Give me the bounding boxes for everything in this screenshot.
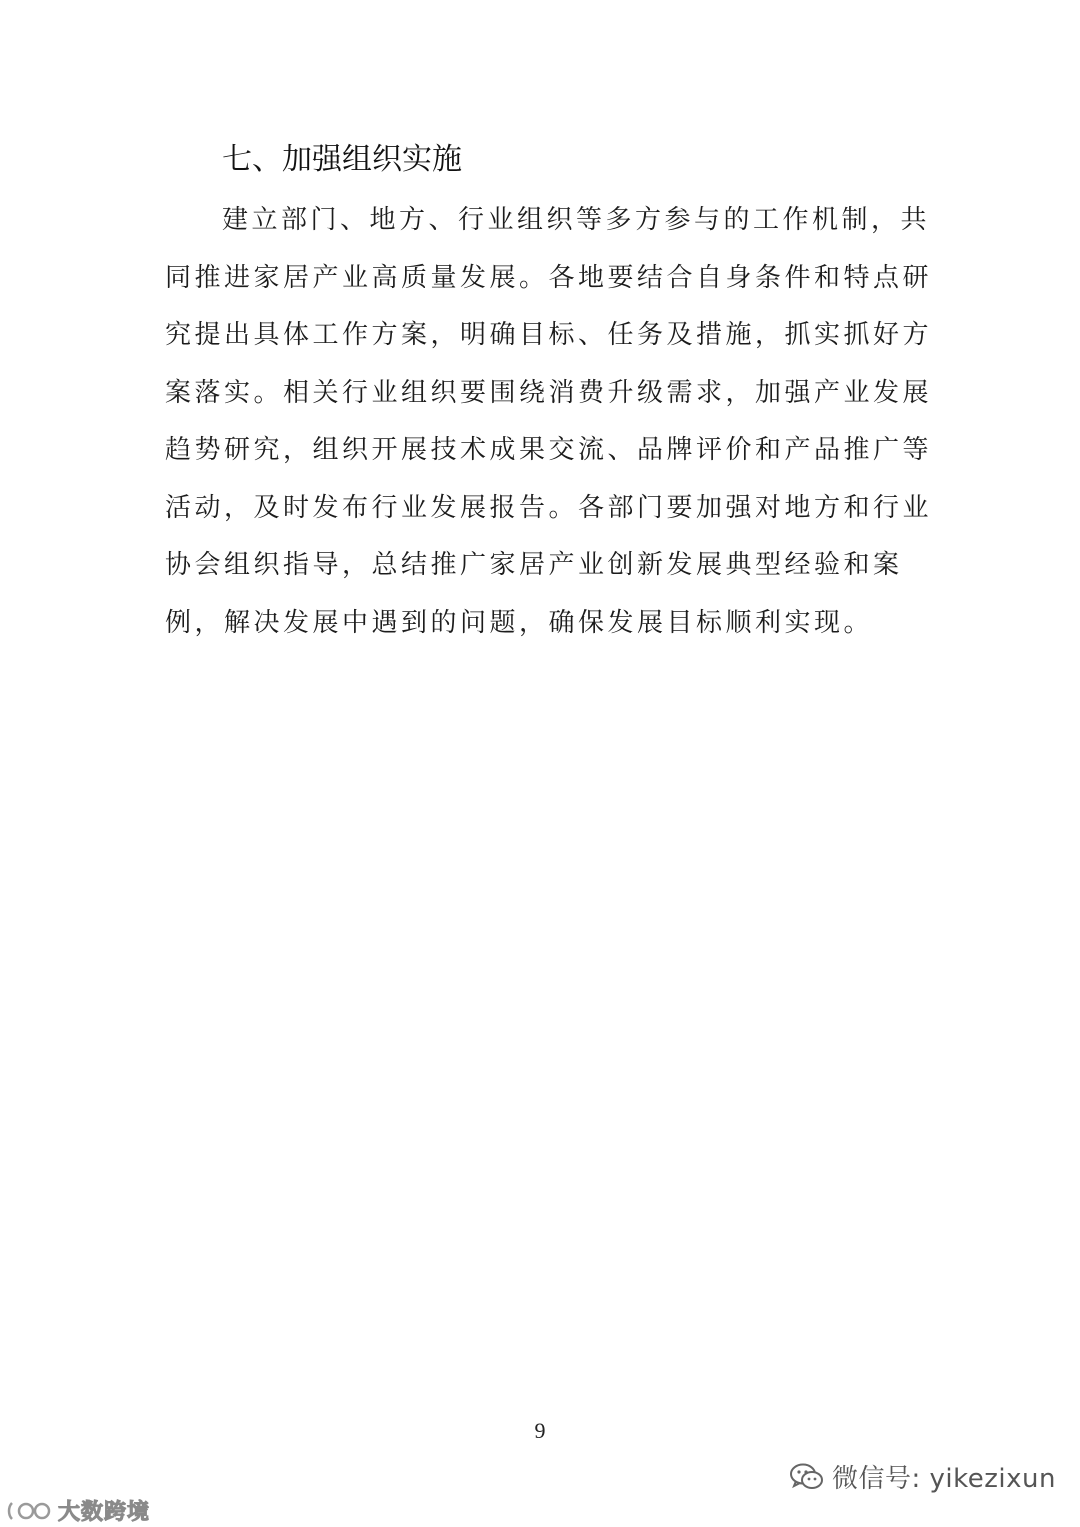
wechat-watermark [790, 1458, 1056, 1495]
paragraph-line: 活动，及时发布行业发展报告。各部门要加强对地方和行业 [165, 492, 933, 523]
wechat-icon [790, 1463, 824, 1491]
paragraph-line: 例，解决发展中遇到的问题，确保发展目标顺利实现。 [165, 607, 874, 638]
paragraph-line: 同推进家居产业高质量发展。各地要结合自身条件和特点研 [165, 262, 933, 293]
section-heading: 七、加强组织实施 [222, 142, 462, 177]
site-logo-icon [6, 1499, 54, 1523]
page-number: 9 [534, 1418, 546, 1443]
wechat-id-text: 微信号: yikezixun [832, 1464, 1056, 1494]
paragraph-line: 建立部门、地方、行业组织等多方参与的工作机制，共 [222, 205, 931, 235]
paragraph-line: 究提出具体工作方案，明确目标、任务及措施，抓实抓好方 [165, 320, 933, 350]
site-name-text: 大数跨境 [58, 1500, 151, 1525]
paragraph-line: 趋势研究，组织开展技术成果交流、品牌评价和产品推广等 [165, 435, 933, 465]
paragraph-line: 协会组织指导，总结推广家居产业创新发展典型经验和案 [165, 550, 903, 580]
paragraph-line: 案落实。相关行业组织要围绕消费升级需求，加强产业发展 [165, 377, 933, 408]
body-paragraph [165, 195, 933, 655]
site-watermark [6, 1495, 150, 1526]
